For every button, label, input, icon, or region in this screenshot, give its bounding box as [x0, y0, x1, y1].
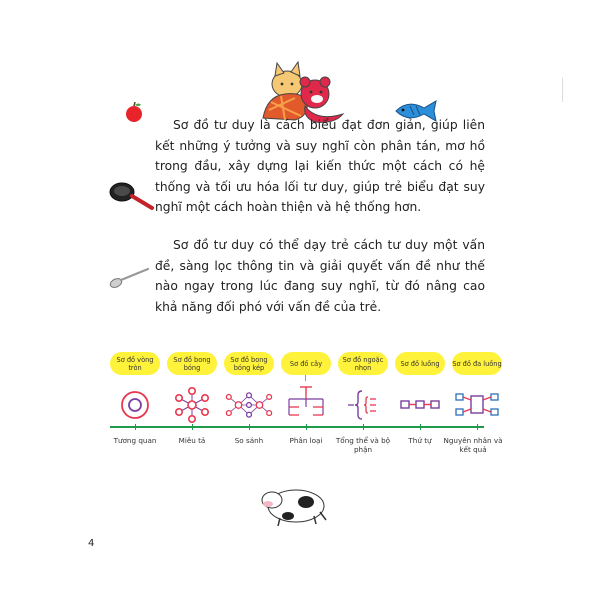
map-type-tag: Sơ đồ bong bóng [167, 352, 217, 375]
timeline-tick [249, 424, 250, 430]
timeline-tick [477, 424, 478, 430]
map-type-tag: Sơ đồ ngoặc nhọn [338, 352, 388, 375]
timeline-tick [420, 424, 421, 430]
frying-pan-icon [108, 178, 154, 212]
map-caption: Nguyên nhân và kết quả [443, 436, 503, 454]
circle-map-icon [110, 385, 160, 425]
flow-map-icon [395, 385, 445, 425]
map-type-tag: Sơ đồ bong bóng kép [224, 352, 274, 375]
apple-icon [122, 100, 146, 124]
map-type-tag: Sơ đồ luồng [395, 352, 445, 375]
map-caption: Phân loại [289, 436, 323, 445]
map-caption: Miêu tả [178, 436, 206, 445]
multi-flow-map-icon [452, 385, 502, 425]
bubble-map-icon [167, 385, 217, 425]
timeline-line [110, 426, 484, 428]
margin-mark [562, 78, 563, 102]
map-type-tag: Sơ đồ cây [281, 352, 331, 375]
map-caption: Tổng thể và bộ phận [335, 436, 391, 454]
double-bubble-map-icon [224, 385, 274, 425]
benefit-paragraph [155, 235, 485, 317]
map-caption: So sánh [234, 436, 264, 445]
map-caption: Tương quan [113, 436, 157, 445]
intro-paragraph [155, 115, 485, 218]
map-caption: Thứ tự [408, 436, 432, 445]
map-type-tag: Sơ đồ vòng tròn [110, 352, 160, 375]
map-type-tag: Sơ đồ đa luồng [452, 352, 502, 375]
timeline-tick [306, 424, 307, 430]
benefit-paragraph-text: Sơ đồ tư duy có thể dạy trẻ cách tư duy một vấn đề, sàng lọc thông tin và giải quyết vấn đề như thế nào ngay trong lúc đang suy nghĩ, từ đó nâng cao khả năng đối phó với vấn đề của trẻ. [155, 238, 485, 314]
brace-map-icon [338, 385, 388, 425]
spoon-icon [108, 266, 150, 290]
sleeping-cow-icon [258, 482, 330, 528]
intro-paragraph-text: Sơ đồ tư duy là cách biểu đạt đơn giản, giúp liên kết những ý tưởng và suy nghĩ còn phân tán, mơ hồ trong đầu, xây dựng lại kiến thức một cách có hệ thống và tối ưu hóa lối tư duy, giúp trẻ biểu đạt suy nghĩ một cách hoàn thiện và hệ thống hơn. [155, 118, 485, 214]
timeline-tick [135, 424, 136, 430]
timeline-tick [363, 424, 364, 430]
tree-map-icon [281, 385, 331, 425]
timeline-tick [192, 424, 193, 430]
page-number: 4 [88, 538, 95, 549]
